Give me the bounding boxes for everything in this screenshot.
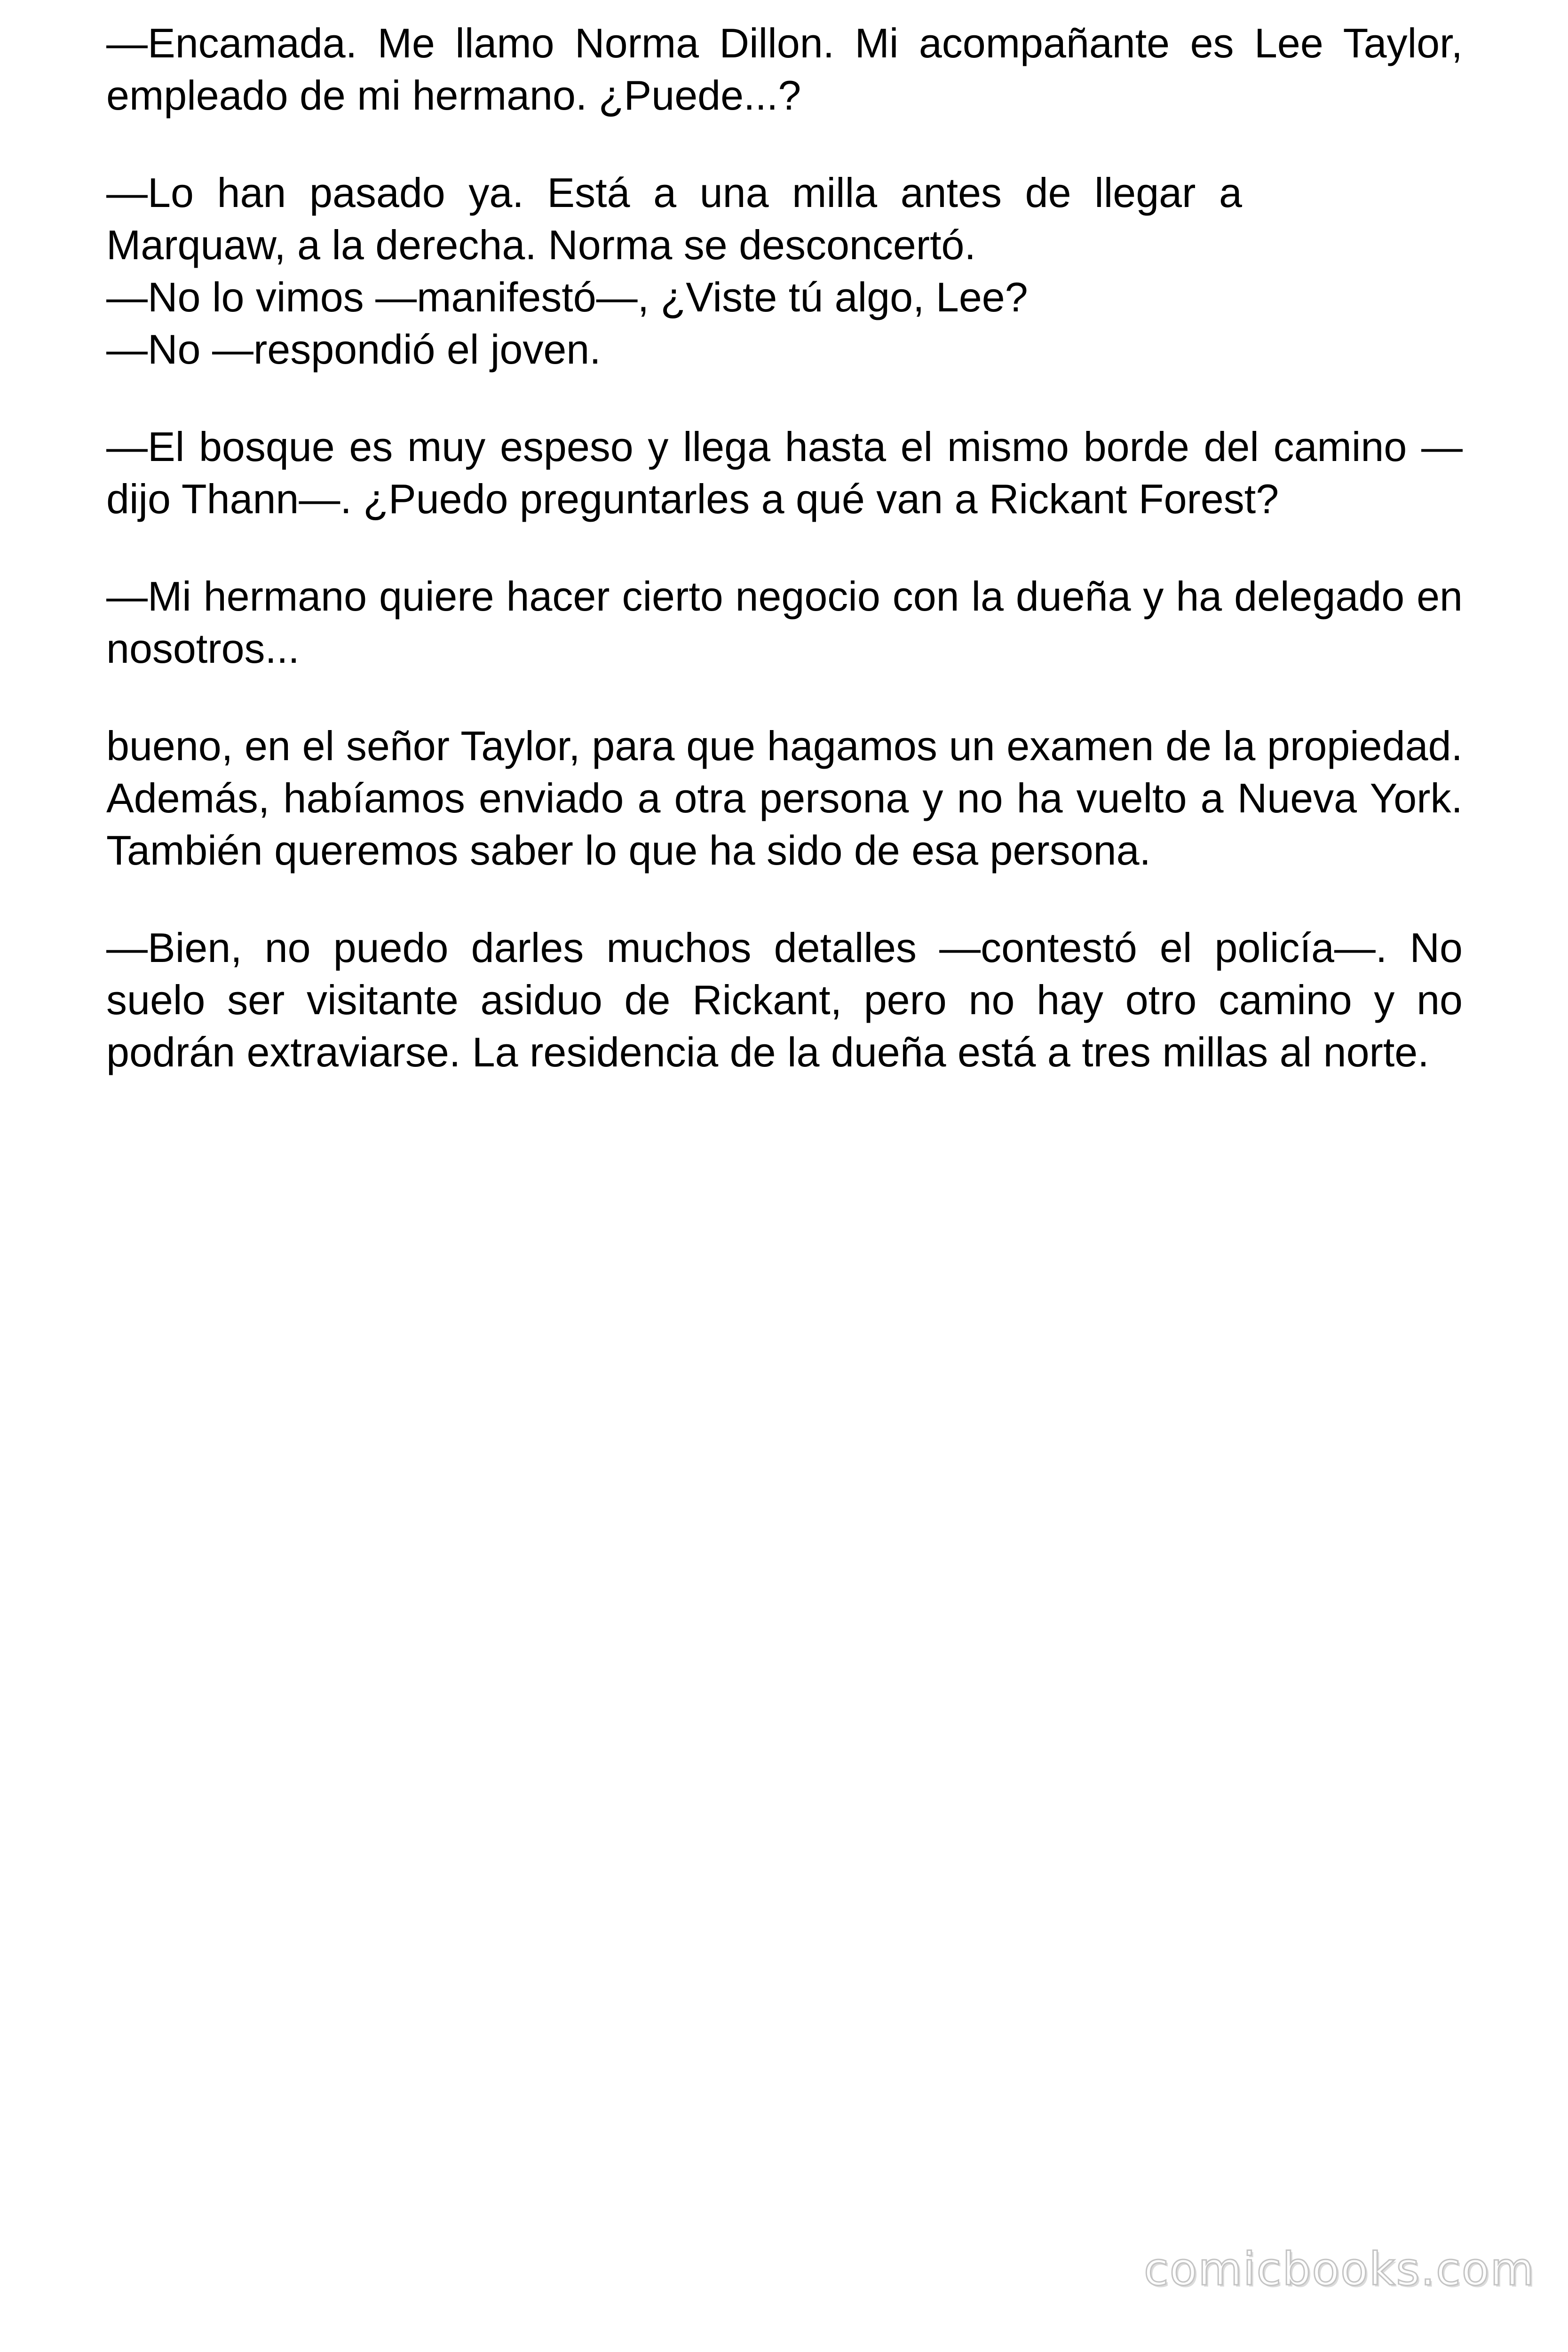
paragraph-2-line-4: —No —respondió el joven. — [106, 326, 601, 373]
paragraph-2 — [106, 167, 1463, 375]
page-text — [106, 17, 1463, 1078]
watermark: comicbooks.com — [1143, 2243, 1535, 2296]
paragraph-3: —El bosque es muy espeso y llega hasta el mismo borde del camino —dijo Thann—. ¿Puedo preguntarles a qué van a Rickant Forest? — [106, 423, 1463, 522]
paragraph-2-line-3: —No lo vimos —manifestó—, ¿Viste tú algo, Lee? — [106, 274, 1028, 320]
paragraph-4: —Mi hermano quiere hacer cierto negocio con la dueña y ha delegado en nosotros... — [106, 573, 1463, 672]
paragraph-5: bueno, en el señor Taylor, para que hagamos un examen de la propiedad. Además, habíamos enviado a otra persona y no ha vuelto a Nueva York. También queremos saber lo que ha sido de esa persona. — [106, 723, 1463, 874]
paragraph-2-line-1: —Lo han pasado ya. Está a una milla antes de llegar a — [106, 169, 1242, 216]
paragraph-1: —Encamada. Me llamo Norma Dillon. Mi acompañante es Lee Taylor, empleado de mi hermano. ¿Puede...? — [106, 20, 1463, 119]
paragraph-2-line-2: Marquaw, a la derecha. Norma se desconcertó. — [106, 222, 976, 268]
paragraph-6: —Bien, no puedo darles muchos detalles —contestó el policía—. No suelo ser visitante asiduo de Rickant, pero no hay otro camino y no podrán extraviarse. La residencia de la dueña está a tres millas al norte. — [106, 924, 1463, 1075]
